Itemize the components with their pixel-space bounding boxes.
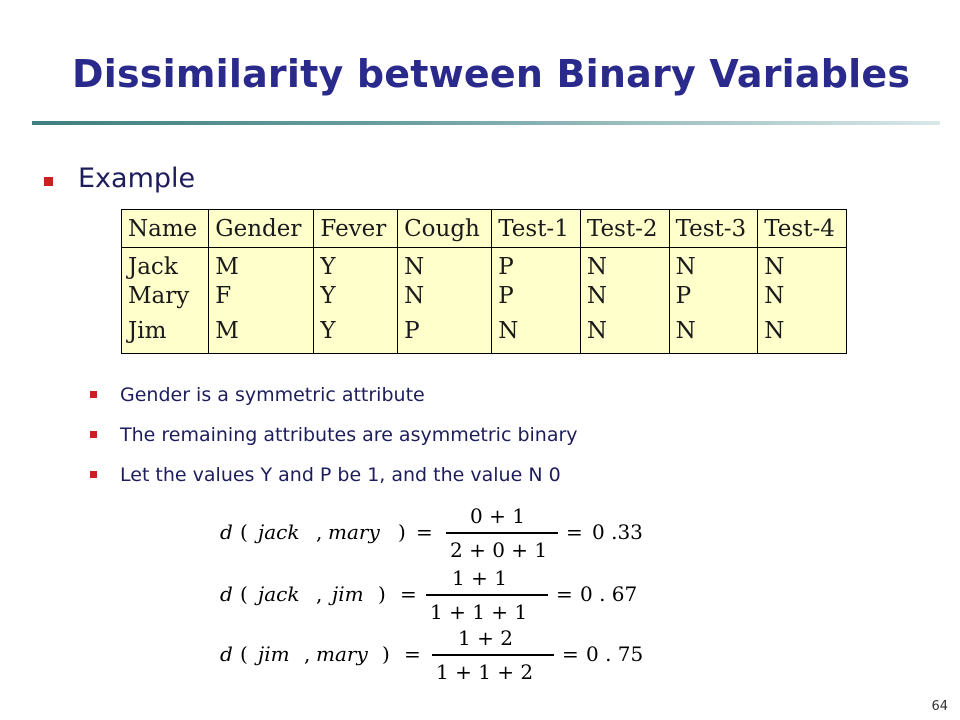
formula-jack-mary: [220, 504, 680, 564]
formula-equals-2: =: [562, 642, 579, 666]
note-text: Let the values Y and P be 1, and the value N 0: [120, 464, 561, 486]
example-label: Example: [78, 163, 196, 194]
table-cell: Jack: [122, 248, 209, 283]
table-cell: Mary: [122, 283, 209, 318]
formula-result: 0 . 75: [586, 642, 644, 666]
formula-comma: ,: [316, 582, 323, 606]
fraction-bar: [426, 594, 548, 596]
formula-fn: d: [220, 642, 233, 666]
formula-fn: d: [220, 582, 233, 606]
table-cell: N: [669, 248, 758, 283]
table-cell: P: [398, 318, 492, 353]
formula-numerator: 1 + 2: [458, 626, 513, 650]
formula-arg-b: jim: [332, 582, 364, 606]
table-cell: N: [580, 248, 669, 283]
formula-numerator: 0 + 1: [470, 504, 525, 528]
table-cell: P: [492, 248, 581, 283]
formula-close: ): [398, 520, 406, 544]
header-cough: Cough: [398, 210, 492, 248]
table-cell: Y: [314, 318, 398, 353]
table-cell: P: [492, 283, 581, 318]
data-table: [121, 209, 847, 354]
table-cell: Y: [314, 248, 398, 283]
formula-close: ): [382, 642, 390, 666]
table-cell: N: [398, 248, 492, 283]
slide-title: Dissimilarity between Binary Variables: [72, 52, 911, 96]
fraction-bar: [432, 654, 554, 656]
formula-result: 0 .33: [592, 520, 643, 544]
table-cell: N: [758, 318, 847, 353]
table-row: [122, 318, 847, 353]
formula-comma: ,: [304, 642, 311, 666]
note-item: [90, 380, 578, 420]
table-cell: N: [492, 318, 581, 353]
header-gender: Gender: [209, 210, 314, 248]
formula-open: (: [240, 642, 248, 666]
table-cell: M: [209, 248, 314, 283]
table-cell: Y: [314, 283, 398, 318]
table-header-row: [122, 210, 847, 248]
table-row: [122, 283, 847, 318]
formula-arg-a: jim: [258, 642, 290, 666]
formula-equals: =: [416, 520, 433, 544]
formula-arg-a: jack: [258, 520, 300, 544]
formula-arg-a: jack: [258, 582, 300, 606]
table-cell: N: [669, 318, 758, 353]
table-cell: N: [758, 248, 847, 283]
formula-fn: d: [220, 520, 233, 544]
bullet-icon: [90, 391, 97, 398]
formula-jack-jim: [220, 566, 680, 626]
header-name: Name: [122, 210, 209, 248]
table-cell: F: [209, 283, 314, 318]
note-item: [90, 460, 578, 500]
formula-equals: =: [404, 642, 421, 666]
notes-list: [90, 380, 578, 500]
formula-arg-b: mary: [328, 520, 380, 544]
formula-equals-2: =: [556, 582, 573, 606]
formula-open: (: [240, 582, 248, 606]
table-cell: N: [580, 318, 669, 353]
note-text: Gender is a symmetric attribute: [120, 384, 425, 406]
formula-denominator: 1 + 1 + 2: [436, 660, 534, 684]
bullet-icon: [90, 471, 97, 478]
note-text: The remaining attributes are asymmetric binary: [120, 424, 578, 446]
formula-equals: =: [400, 582, 417, 606]
header-fever: Fever: [314, 210, 398, 248]
formula-close: ): [378, 582, 386, 606]
page-number: 64: [931, 699, 948, 714]
formula-comma: ,: [316, 520, 323, 544]
table-cell: Jim: [122, 318, 209, 353]
header-test-1: Test-1: [492, 210, 581, 248]
table-cell: N: [398, 283, 492, 318]
formula-equals-2: =: [566, 520, 583, 544]
formula-jim-mary: [220, 626, 680, 686]
header-test-4: Test-4: [758, 210, 847, 248]
table-cell: N: [758, 283, 847, 318]
formula-result: 0 . 67: [580, 582, 638, 606]
fraction-bar: [446, 532, 558, 534]
note-item: [90, 420, 578, 460]
formula-numerator: 1 + 1: [452, 566, 507, 590]
title-underline: [32, 121, 940, 125]
formula-arg-b: mary: [316, 642, 368, 666]
formula-denominator: 1 + 1 + 1: [430, 600, 528, 624]
table-row: [122, 248, 847, 283]
table-cell: N: [580, 283, 669, 318]
table-cell: M: [209, 318, 314, 353]
header-test-2: Test-2: [580, 210, 669, 248]
example-bullet-icon: [44, 177, 53, 186]
formula-denominator: 2 + 0 + 1: [450, 538, 548, 562]
bullet-icon: [90, 431, 97, 438]
formula-open: (: [240, 520, 248, 544]
header-test-3: Test-3: [669, 210, 758, 248]
table-cell: P: [669, 283, 758, 318]
